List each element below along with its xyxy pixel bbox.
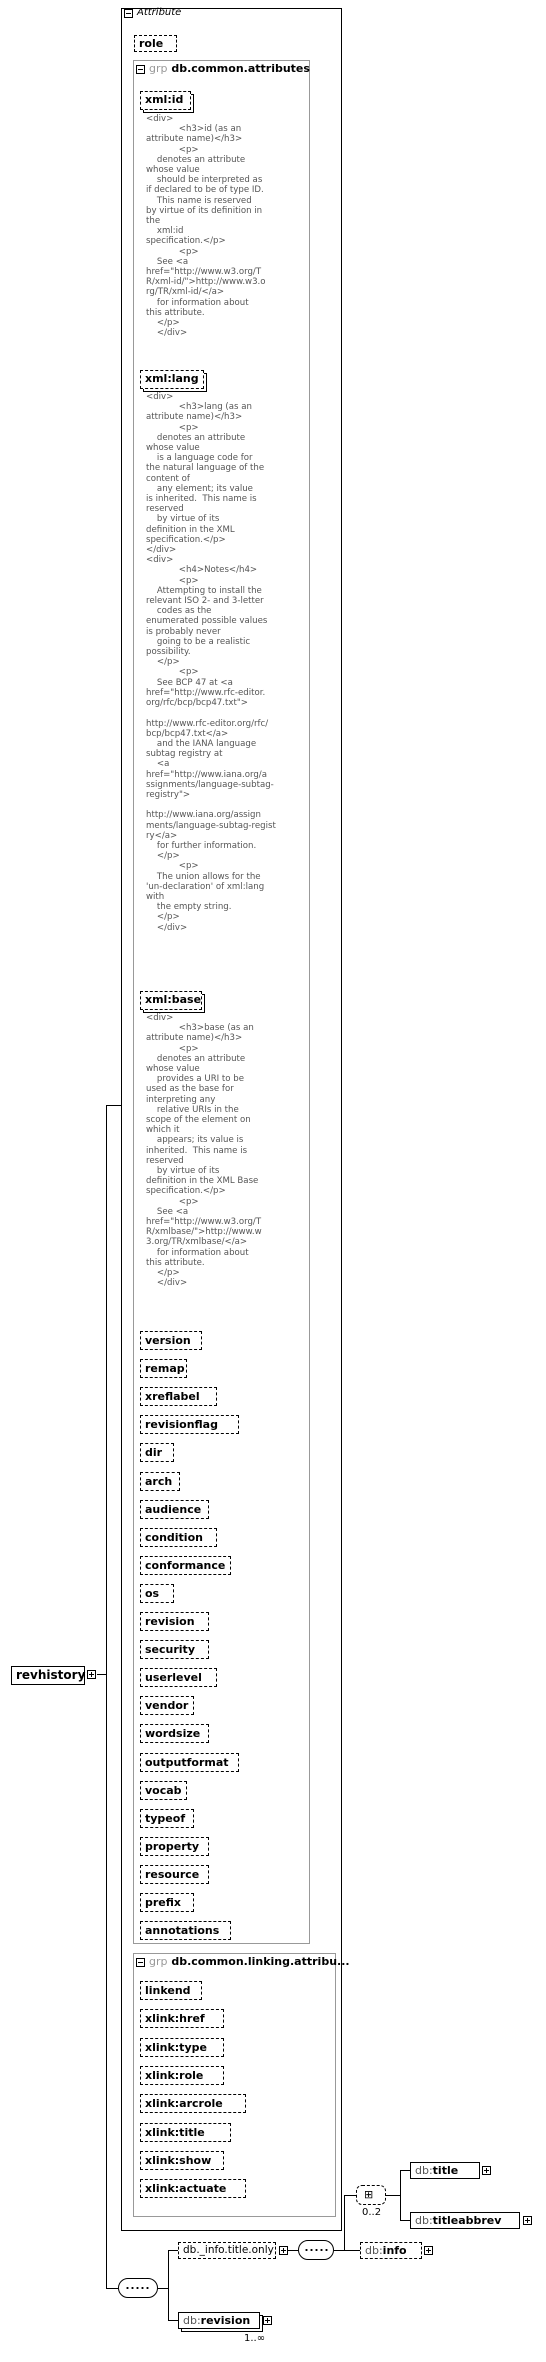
revhistory-element[interactable]: revhistory xyxy=(11,1666,85,1685)
attr-xml-lang[interactable]: xml:lang xyxy=(140,370,204,389)
attr-xlink-href[interactable]: xlink:href xyxy=(140,2009,224,2028)
attr-typeof[interactable]: typeof xyxy=(140,1809,194,1828)
title-group-connector-2 xyxy=(334,2250,344,2251)
attr-role[interactable]: role xyxy=(134,35,177,52)
db-titleabbrev-expand-icon[interactable] xyxy=(523,2216,532,2225)
sequence-connector xyxy=(106,2288,118,2289)
attr-audience[interactable]: audience xyxy=(140,1500,209,1519)
to-db-titleabbrev xyxy=(400,2220,410,2221)
choice-branch-vertical xyxy=(344,2195,345,2251)
db-revision-expand-icon[interactable] xyxy=(263,2316,272,2325)
linking-attributes-collapse-icon[interactable] xyxy=(136,1958,145,1967)
choice-symbol: ⊞ xyxy=(364,2188,374,2201)
attr-property[interactable]: property xyxy=(140,1837,209,1856)
db-titleabbrev-prefix: db: xyxy=(415,2214,433,2227)
attr-xreflabel[interactable]: xreflabel xyxy=(140,1387,217,1406)
attr-os[interactable]: os xyxy=(140,1584,174,1603)
xml-lang-documentation: <div> <h3>lang (as an attribute name)</h3> <p> denotes an attribute whose value is a language code for the natural language of the content of any element; its value is inherited. This name is reserved by virtue of its definition in the XML specification.</p> </div> <div> <h4>Notes</h4> <p> Attempting to install the relevant ISO 2- and 3-letter codes as the enumerated possible values is probably never going to be a realistic possibility. </p> <p> See BCP 47 at <a href="http://www.rfc-editor. org/rfc/bcp/bcp47.txt"> http://www.rfc-editor.org/rfc/ bcp/bcp47.txt</a> and the IANA language subtag registry at <a href="http://www.iana.org/a ssignments/language-subtag- registry"> http://www.iana.org/assign ments/language-subtag-regist ry</a> for further information. </p> <p> The union allows for the 'un-declaration' of xml:lang with the empty string. </p> </div> xyxy=(146,392,276,933)
group-name: db.common.linking.attribu... xyxy=(171,1955,350,1968)
db-info-element[interactable] xyxy=(360,2242,422,2259)
attr-vendor[interactable]: vendor xyxy=(140,1696,194,1715)
info-title-only-expand-icon[interactable] xyxy=(279,2246,288,2255)
db-revision-name: revision xyxy=(200,2314,251,2327)
root-connector xyxy=(97,1674,106,1675)
sequence-branch-vertical xyxy=(168,2250,169,2320)
attr-xlink-arcrole[interactable]: xlink:arcrole xyxy=(140,2094,246,2113)
group-prefix: grp xyxy=(149,62,168,75)
attr-xml-id[interactable]: xml:id xyxy=(140,91,191,110)
linking-attributes-group-title xyxy=(149,1955,350,1968)
attribute-collapse-icon[interactable] xyxy=(124,9,133,18)
attribute-connector xyxy=(106,1105,121,1106)
choice-out-vertical xyxy=(400,2170,401,2220)
revhistory-expand-icon[interactable] xyxy=(87,1670,96,1679)
db-titleabbrev-name: titleabbrev xyxy=(432,2214,502,2227)
attr-revision[interactable]: revision xyxy=(140,1612,209,1631)
db-titleabbrev-element[interactable] xyxy=(410,2212,520,2229)
attr-xlink-show[interactable]: xlink:show xyxy=(140,2151,224,2170)
attr-dir[interactable]: dir xyxy=(140,1443,174,1462)
attr-arch[interactable]: arch xyxy=(140,1472,180,1491)
attr-condition[interactable]: condition xyxy=(140,1528,217,1547)
attr-xml-base[interactable]: xml:base xyxy=(140,991,202,1010)
db-revision-element[interactable] xyxy=(178,2312,260,2329)
choice-dots xyxy=(304,2249,328,2251)
db-info-prefix: db: xyxy=(365,2244,383,2257)
choice-out xyxy=(386,2195,400,2196)
common-attributes-group-title xyxy=(149,62,310,75)
attr-userlevel[interactable]: userlevel xyxy=(140,1668,217,1687)
db-title-expand-icon[interactable] xyxy=(482,2166,491,2175)
attr-annotations[interactable]: annotations xyxy=(140,1921,231,1940)
attr-xlink-type[interactable]: xlink:type xyxy=(140,2038,224,2057)
db-title-name: title xyxy=(432,2164,459,2177)
attribute-container-label: Attribute xyxy=(137,7,182,18)
group-name: db.common.attributes xyxy=(171,62,310,75)
branch-revision xyxy=(168,2320,178,2321)
db-revision-prefix: db: xyxy=(183,2314,201,2327)
attr-resource[interactable]: resource xyxy=(140,1865,209,1884)
xml-id-documentation: <div> <h3>id (as an attribute name)</h3> <p> denotes an attribute whose value should be interpreted as if declared to be of type ID. This name is reserved by virtue of its definition in the xml:id specification.</p> <p> See <a href="http://www.w3.org/T R/xml-id/">http://www.w3.o rg/TR/xml-id/</a> for information about this attribute. </p> </div> xyxy=(146,114,266,339)
attr-version[interactable]: version xyxy=(140,1331,202,1350)
sequence-dots xyxy=(125,2287,151,2289)
attr-outputformat[interactable]: outputformat xyxy=(140,1753,239,1772)
attr-conformance[interactable]: conformance xyxy=(140,1556,231,1575)
attr-remap[interactable]: remap xyxy=(140,1359,187,1378)
db-info-expand-icon[interactable] xyxy=(424,2246,433,2255)
choice-cardinality: 0..2 xyxy=(362,2207,382,2218)
group-prefix: grp xyxy=(149,1955,168,1968)
choice-to-octagon xyxy=(344,2195,356,2196)
to-db-title xyxy=(400,2170,410,2171)
choice-to-info xyxy=(344,2250,360,2251)
attribute-connector-vertical xyxy=(106,1105,107,2288)
revision-cardinality: 1..∞ xyxy=(244,2333,266,2344)
attr-xlink-title[interactable]: xlink:title xyxy=(140,2123,231,2142)
attr-xlink-actuate[interactable]: xlink:actuate xyxy=(140,2179,246,2198)
attr-linkend[interactable]: linkend xyxy=(140,1981,202,2000)
title-group-connector xyxy=(288,2250,298,2251)
attr-xlink-role[interactable]: xlink:role xyxy=(140,2066,224,2085)
attr-revisionflag[interactable]: revisionflag xyxy=(140,1415,239,1434)
db-info-name: info xyxy=(382,2244,407,2257)
common-attributes-collapse-icon[interactable] xyxy=(136,65,145,74)
branch-title-group xyxy=(168,2250,178,2251)
attr-vocab[interactable]: vocab xyxy=(140,1781,187,1800)
attr-security[interactable]: security xyxy=(140,1640,209,1659)
sequence-connector-right xyxy=(158,2288,168,2289)
xml-base-documentation: <div> <h3>base (as an attribute name)</h3> <p> denotes an attribute whose value provides a URI to be used as the base for interpreting any relative URIs in the scope of the element on which it appears; its value is inherited. This name is reserved by virtue of its definition in the XML Base specification.</p> <p> See <a href="http://www.w3.org/T R/xmlbase/">http://www.w 3.org/TR/xmlbase/</a> for information about this attribute. </p> </div> xyxy=(146,1013,262,1289)
db-title-prefix: db: xyxy=(415,2164,433,2177)
attr-wordsize[interactable]: wordsize xyxy=(140,1724,209,1743)
db-title-element[interactable] xyxy=(410,2162,480,2179)
attr-prefix[interactable]: prefix xyxy=(140,1893,194,1912)
info-title-only-group[interactable]: db._info.title.only xyxy=(178,2242,276,2259)
